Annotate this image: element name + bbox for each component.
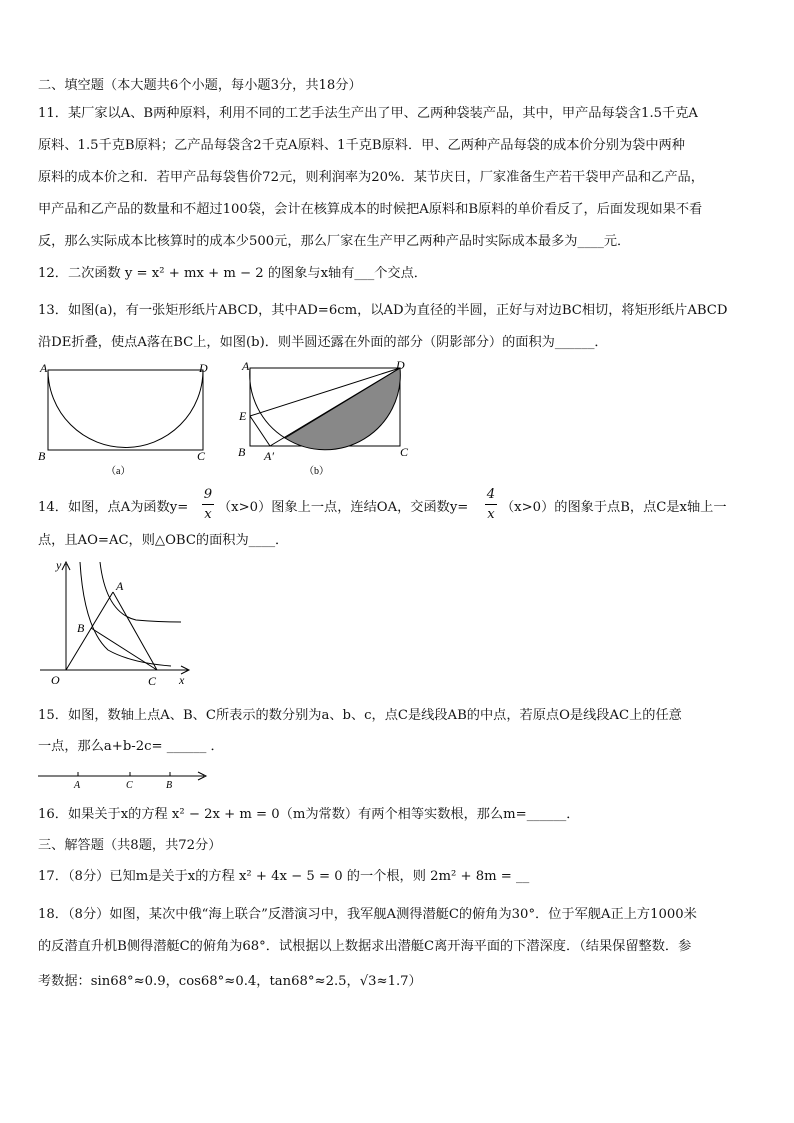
q13-figure-b [234, 356, 424, 480]
q14-frac2-num: 4 [486, 487, 496, 502]
segment-ea1 [250, 416, 270, 446]
q18-line-2: 的反潜直升机B侧得潜艇C的俯角为68°．试根据以上数据求出潜艇C离开海平面的下潜深度．（结果保留整数．参 [38, 939, 692, 954]
section-heading-fill-blank: 二、填空题（本大题共6个小题，每小题3分，共18分） [38, 78, 362, 93]
q14-text-b: （x>0）图象上一点，连结OA，交函数y= [218, 500, 469, 515]
label-c: C [197, 449, 206, 463]
segment-oa [66, 592, 113, 670]
q11-line-5: 反，那么实际成本比核算时的成本少500元，那么厂家在生产甲乙两种产品时实际成本最多为____元． [38, 234, 631, 249]
label-d: D [396, 358, 405, 372]
q13-line-2: 沿DE折叠，使点A落在BC上，如图(b)．则半圆还露在外面的部分（阴影部分）的面积为______． [38, 335, 608, 350]
label-a-prime: A′ [264, 449, 274, 463]
q11-line-3: 原料的成本价之和．若甲产品每袋售价72元，则利润率为20%．某节庆日，厂家准备生产若干袋甲产品和乙产品， [38, 170, 704, 185]
caption-a: （a） [106, 466, 131, 477]
segment-ac [113, 592, 157, 670]
q14-frac1-den: x [202, 504, 214, 525]
section-heading-solutions: 三、解答题（共8题，共72分） [38, 838, 222, 853]
q14-frac1-num: 9 [203, 487, 213, 502]
label-a: A [40, 361, 48, 375]
label-c: C [400, 445, 409, 459]
label-a: A [116, 579, 124, 593]
q15-line-2: 一点，那么a+b-2c= ______ ． [38, 739, 224, 754]
q14-line-2: 点，且AO=AC，则△OBC的面积为____． [38, 533, 289, 548]
q18-line-3: 考数据：sin68°≈0.9，cos68°≈0.4，tan68°≈2.5，√3≈1.7） [38, 974, 422, 989]
semicircle [48, 370, 203, 447]
q11-line-4: 甲产品和乙产品的数量和不超过100袋，会计在核算成本的时候把A原料和B原料的单价看反了，后面发现如果不看 [38, 202, 703, 217]
q12-text: 12．二次函数 y = x² + mx + m − 2 的图象与x轴有___个交点． [38, 266, 427, 281]
label-a: A [74, 780, 81, 791]
curve-9-over-x [100, 562, 181, 622]
q17-text: 17．（8分）已知m是关于x的方程 x² + 4x − 5 = 0 的一个根，则 2m² + 8m = __ [38, 869, 530, 884]
label-c: C [148, 674, 157, 688]
segment-bc [91, 628, 157, 670]
label-y: y [56, 558, 62, 572]
q11-line-2: 原料、1.5千克B原料；乙产品每袋含2千克A原料、1千克B原料．甲、乙两种产品每袋的成本价分别为袋中两种 [38, 138, 685, 153]
q11-line-1: 11．某厂家以A、B两种原料，利用不同的工艺手法生产出了甲、乙两种袋装产品，其中，甲产品每袋含1.5千克A [38, 106, 698, 121]
label-d: D [199, 361, 208, 375]
q14-text-c: （x>0）的图象于点B，点C是x轴上一 [501, 500, 727, 515]
q18-line-1: 18．（8分）如图，某次中俄“海上联合”反潜演习中，我军舰A测得潜艇C的俯角为30°．位于军舰A正上方1000米 [38, 907, 697, 922]
label-a: A [242, 359, 250, 373]
q13-line-1: 13．如图(a)，有一张矩形纸片ABCD，其中AD=6cm，以AD为直径的半圆，正好与对边BC相切，将矩形纸片ABCD [38, 303, 728, 318]
q15-number-line [36, 764, 216, 794]
q14-text-a: 14．如图，点A为函数y= [38, 500, 189, 515]
q16-text: 16．如果关于x的方程 x² − 2x + m = 0（m为常数）有两个相等实数根，那么m=______． [38, 807, 580, 822]
label-c: C [126, 780, 133, 791]
label-b: B [238, 445, 246, 459]
q13-figure-a [36, 360, 216, 480]
label-o: O [51, 673, 60, 687]
label-b: B [38, 449, 46, 463]
rectangle-abcd [48, 370, 203, 450]
label-b: B [77, 621, 85, 635]
label-e: E [239, 409, 247, 423]
q14-frac2-den: x [485, 504, 497, 525]
label-b: B [166, 780, 173, 791]
label-x: x [179, 673, 185, 687]
shaded-region [285, 368, 400, 450]
q14-figure [36, 558, 196, 690]
semicircle-arc [250, 368, 285, 438]
caption-b: （b） [304, 466, 329, 477]
q15-line-1: 15．如图，数轴上点A、B、C所表示的数分别为a、b、c，点C是线段AB的中点，若原点O是线段AC上的任意 [38, 708, 682, 723]
